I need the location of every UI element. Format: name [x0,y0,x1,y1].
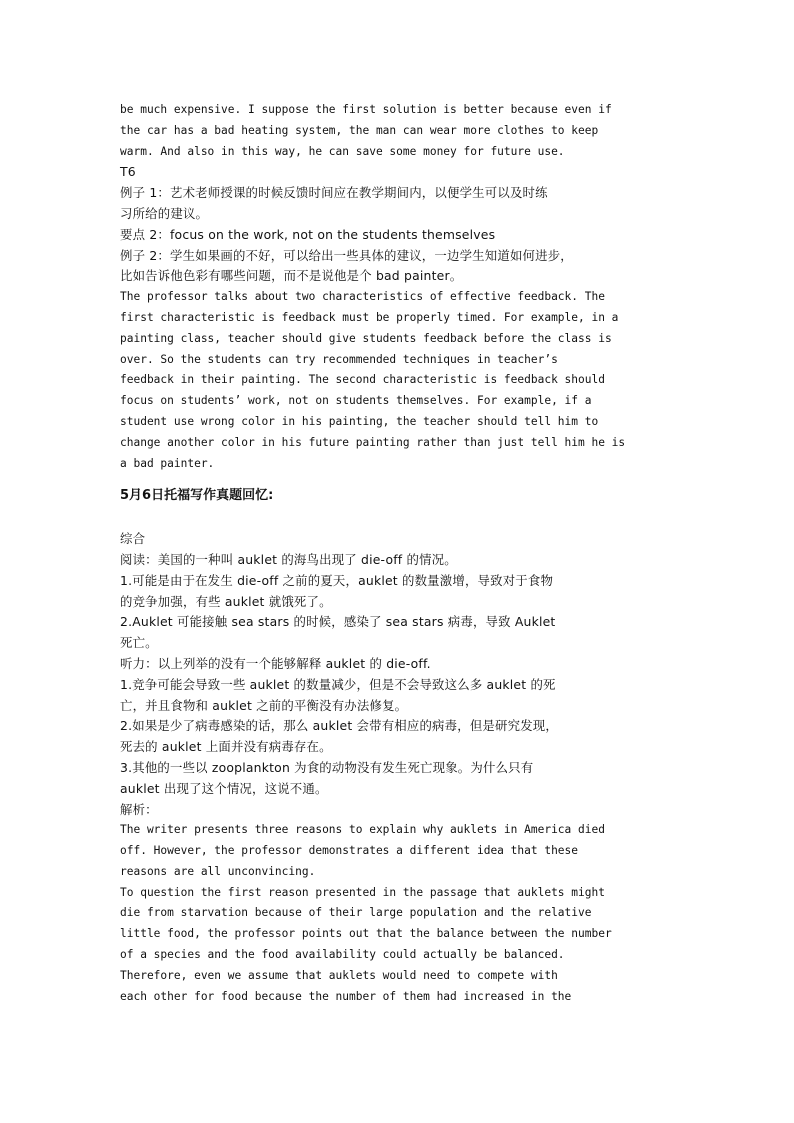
text-line: over. So the students can try recommended techniques in teacher’s [120,352,558,366]
text-line: auklet 出现了这个情况，这说不通。 [120,780,328,796]
text-line: off. However, the professor demonstrates a different idea that these [120,844,579,858]
text-line: first characteristic is feedback must be properly timed. For example, in a [120,310,619,324]
text-line: focus on students’ work, not on students themselves. For example, if a [120,394,592,408]
text-line: 例子 2：学生如果画的不好，可以给出一些具体的建议，一边学生知道如何进步， [120,247,573,263]
text-line: feedback in their painting. The second characteristic is feedback should [120,373,605,387]
text-line: reasons are all unconvincing. [120,864,316,878]
text-line: a bad painter. [120,456,215,470]
text-line: 死去的 auklet 上面并没有病毒存在。 [120,739,332,755]
text-line: The writer presents three reasons to explain why auklets in America died [120,823,605,837]
text-line: The professor talks about two characteristics of effective feedback. The [120,290,605,304]
paragraph-analysis-essay [120,820,660,1007]
text-line: die from starvation because of their large population and the relative [120,906,592,920]
paragraph-solution-conclusion [120,100,660,162]
paragraph-integrated-notes [120,529,660,820]
text-line: be much expensive. I suppose the first solution is better because even if [120,103,612,116]
text-line: 亡，并且食物和 auklet 之前的平衡没有办法修复。 [120,697,408,713]
text-line: 比如告诉他色彩有哪些问题，而不是说他是个 bad painter。 [120,268,463,284]
text-line: 要点 2：focus on the work, not on the students themselves [120,226,496,242]
text-line: warm. And also in this way, he can save some money for future use. [120,144,565,158]
text-line: each other for food because the number of them had increased in the [120,989,572,1003]
task-label-t6: T6 [120,164,136,180]
text-line: 2.Auklet 可能接触 sea stars 的时候，感染了 sea stars 病毒，导致 Auklet [120,614,556,630]
text-line: 1.竞争可能会导致一些 auklet 的数量减少，但是不会导致这么多 auklet 的死 [120,676,556,692]
text-line: 阅读：美国的一种叫 auklet 的海鸟出现了 die-off 的情况。 [120,551,457,567]
text-line: 习所给的建议。 [120,205,209,221]
text-line: the car has a bad heating system, the man can wear more clothes to keep [120,123,599,137]
text-line: change another color in his future painting rather than just tell him he is [120,435,626,449]
text-line: painting class, teacher should give students feedback before the class is [120,331,612,345]
text-line: little food, the professor points out that the balance between the number [120,927,612,941]
text-line: 3.其他的一些以 zooplankton 为食的动物没有发生死亡现象。为什么只有 [120,759,534,775]
text-line: 例子 1：艺术老师授课的时候反馈时间应在教学期间内，以便学生可以及时练 [120,185,548,201]
text-line: 的竞争加强，有些 auklet 就饿死了。 [120,593,332,609]
text-line: 死亡。 [120,635,158,651]
text-line: student use wrong color in his painting, the teacher should tell him to [120,414,599,428]
text-line: 综合 [120,531,146,547]
text-line: To question the first reason presented in the passage that auklets might [120,885,605,899]
text-line: 1.可能是由于在发生 die-off 之前的夏天，auklet 的数量激增，导致对于食物 [120,572,554,588]
text-line: of a species and the food availability could actually be balanced. [120,948,565,962]
document-body [120,100,660,1007]
text-line: 解析： [120,801,158,817]
paragraph-feedback-essay [120,287,660,474]
text-line: 听力：以上列举的没有一个能够解释 auklet 的 die-off. [120,655,431,671]
text-line: Therefore, even we assume that auklets would need to compete with [120,968,558,982]
section-heading: 5月6日托福写作真题回忆: [120,488,274,504]
text-line: 2.如果是少了病毒感染的话，那么 auklet 会带有相应的病毒，但是研究发现， [120,718,558,734]
paragraph-t6-notes [120,183,660,287]
